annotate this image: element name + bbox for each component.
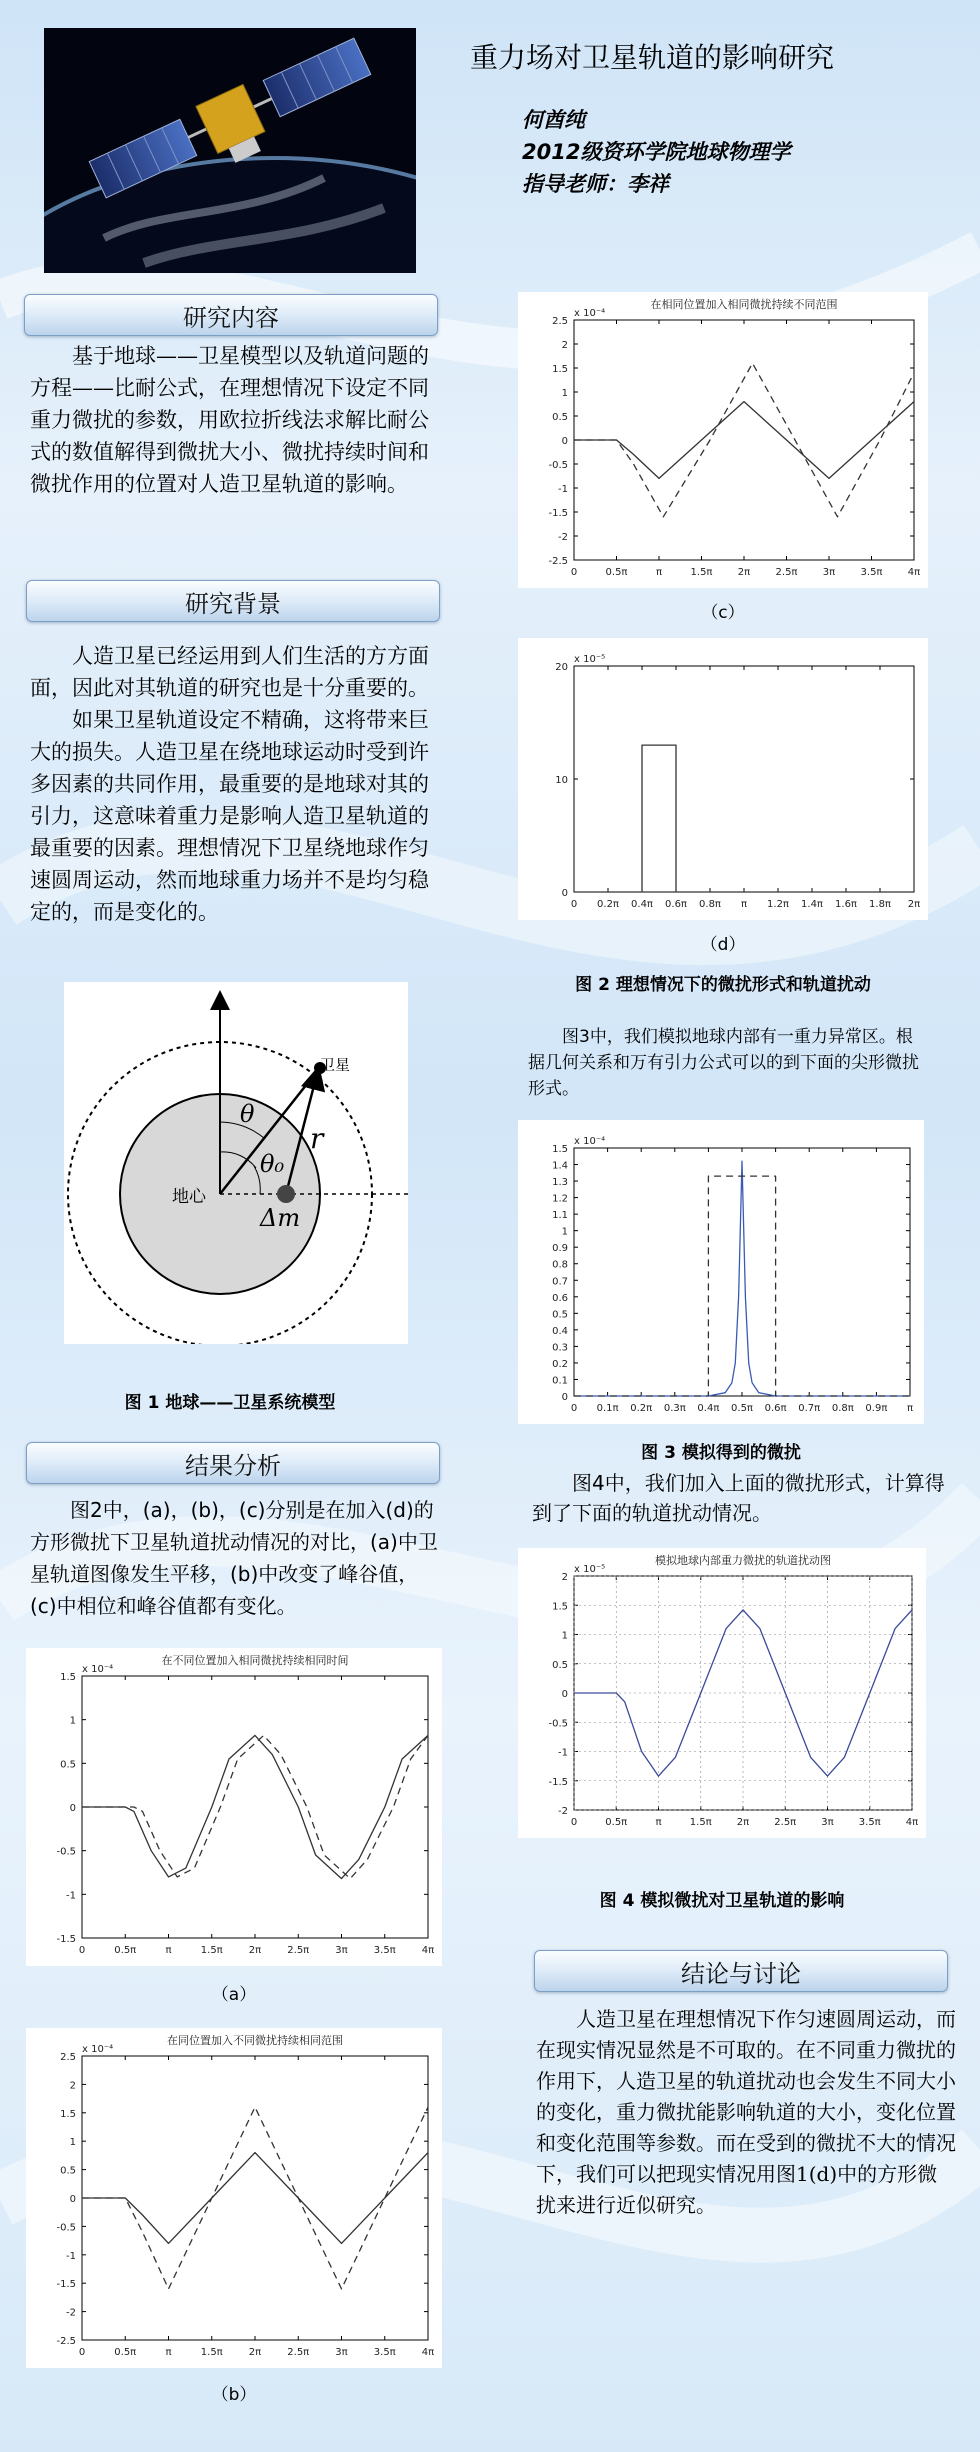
fig2-caption: 图 2 理想情况下的微扰形式和轨道扰动: [575, 975, 871, 995]
fig1-caption: 图 1 地球——卫星系统模型: [124, 1393, 336, 1413]
chart-scale-label: x 10⁻⁴: [82, 2044, 114, 2055]
y-tick-label: 0.5: [60, 2165, 76, 2177]
x-tick-label: 4π: [421, 1945, 435, 1956]
y-tick-label: 0: [69, 2194, 76, 2205]
x-tick-label: 3π: [335, 1945, 348, 1956]
heading-conclusion: 结论与讨论: [534, 1950, 948, 1992]
x-tick-label: 3.5π: [860, 567, 883, 578]
chart-title: 在相同位置加入相同微扰持续不同范围: [650, 298, 838, 311]
y-tick-label: 1: [561, 388, 568, 399]
x-tick-label: 0.9π: [865, 1403, 888, 1414]
x-tick-label: 0.7π: [798, 1403, 821, 1414]
fig4-intro-text: 图4中，我们加入上面的微扰形式，计算得到了下面的轨道扰动情况。: [532, 1471, 945, 1525]
y-tick-label: 0: [561, 888, 568, 899]
y-tick-label: 0.2: [552, 1358, 568, 1370]
y-tick-label: 1.1: [552, 1210, 568, 1222]
x-tick-label: 0.8π: [831, 1403, 854, 1414]
y-tick-label: 0.5: [552, 412, 568, 423]
y-tick-label: -2: [66, 2307, 76, 2319]
chart-fig3: [518, 1120, 924, 1424]
y-tick-label: -2: [558, 1806, 568, 1817]
x-tick-label: 0.2π: [597, 899, 619, 910]
results-text: [30, 1494, 438, 1622]
plot-frame: [574, 666, 914, 892]
y-tick-label: 0: [561, 1392, 568, 1403]
x-tick-label: π: [740, 899, 748, 910]
x-tick-label: 0: [78, 1945, 86, 1956]
chart-scale-label: x 10⁻⁵: [574, 1564, 606, 1575]
x-tick-label: 2π: [907, 899, 921, 910]
y-tick-label: -2: [558, 532, 568, 543]
x-tick-label: 0.4π: [631, 899, 653, 910]
x-tick-label: 1.5π: [689, 1817, 712, 1828]
y-tick-label: -0.5: [548, 1718, 568, 1730]
y-tick-label: -1.5: [548, 1776, 568, 1788]
fig3-intro: [528, 1024, 928, 1102]
chart-b-label: （b）: [211, 2385, 257, 2405]
chart-title: 在不同位置加入相同微扰持续相同时间: [161, 1654, 349, 1667]
x-tick-label: 4π: [907, 567, 921, 578]
x-tick-label: 2π: [736, 1817, 750, 1828]
y-tick-label: -1: [558, 484, 568, 495]
y-tick-label: 1: [69, 2137, 76, 2149]
x-tick-label: π: [165, 1945, 172, 1956]
heading-research-background: 研究背景: [26, 580, 440, 622]
y-tick-label: 0.5: [552, 1659, 568, 1671]
chart-b: [26, 2028, 442, 2368]
y-tick-label: 0.1: [552, 1375, 568, 1387]
y-tick-label: 2: [561, 1572, 568, 1583]
x-tick-label: 0.5π: [605, 567, 628, 578]
x-tick-label: 0: [570, 567, 578, 578]
x-tick-label: 0.8π: [699, 899, 721, 910]
fig3-intro-text: 图3中，我们模拟地球内部有一重力异常区。根据几何关系和万有引力公式可以的到下面的尖形微扰形式。: [528, 1027, 919, 1099]
chart-title: 在同位置加入不同微扰持续相同范围: [167, 2034, 343, 2047]
background-para-2: 如果卫星轨道设定不精确，这将带来巨大的损失。人造卫星在绕地球运动时受到许多因素的共同作用，最重要的是地球对其的引力，这意味着重力是影响人造卫星轨道的最重要的因素。理想情况下卫星绕地球作匀速圆周运动，然而地球重力场并不是均匀稳定的，而是变化的。: [30, 708, 429, 924]
x-tick-label: 1.5π: [200, 2347, 223, 2358]
x-tick-label: 0.5π: [605, 1817, 628, 1828]
chart-a-label: （a）: [211, 1985, 257, 2005]
y-tick-label: 0.7: [552, 1276, 568, 1288]
x-tick-label: 0: [570, 899, 578, 910]
x-tick-label: π: [906, 1403, 914, 1414]
x-tick-label: 0.5π: [114, 1945, 137, 1956]
chart-a: [26, 1648, 442, 1966]
x-tick-label: 0.6π: [665, 899, 687, 910]
fig1-label-theta: θ: [240, 1100, 255, 1128]
y-tick-label: -1.5: [548, 508, 568, 519]
fig4-caption: 图 4 模拟微扰对卫星轨道的影响: [599, 1891, 845, 1911]
y-tick-label: 1: [69, 1715, 76, 1727]
chart-c-label: （c）: [701, 603, 745, 623]
y-tick-label: 0.8: [552, 1259, 568, 1271]
x-tick-label: 4π: [421, 2347, 435, 2358]
x-tick-label: 3.5π: [858, 1817, 881, 1828]
conclusion-text: [536, 2004, 956, 2221]
y-tick-label: 0: [69, 1803, 76, 1814]
x-tick-label: 1.5π: [690, 567, 713, 578]
chart-scale-label: x 10⁻⁴: [82, 1664, 114, 1675]
advisor: 指导老师：李祥: [522, 172, 669, 196]
author-dept: 2012级资环学院地球物理学: [522, 140, 791, 164]
y-tick-label: -0.5: [56, 2222, 76, 2234]
y-tick-label: 0.6: [552, 1292, 568, 1304]
fig1-label-sat: 卫星: [320, 1056, 351, 1074]
y-tick-label: -2.5: [548, 556, 568, 567]
y-tick-label: 2: [561, 340, 568, 351]
y-tick-label: -1.5: [56, 2279, 76, 2291]
y-tick-label: -2.5: [56, 2336, 76, 2347]
y-tick-label: 20: [555, 662, 568, 673]
x-tick-label: 2.5π: [774, 1817, 797, 1828]
chart-fig4: [518, 1548, 926, 1838]
y-tick-label: -1: [66, 1890, 76, 1902]
y-tick-label: -0.5: [548, 460, 568, 471]
x-tick-label: 2.5π: [775, 567, 798, 578]
y-tick-label: 1.5: [60, 2108, 76, 2120]
y-tick-label: 1.4: [552, 1160, 568, 1172]
results-para: 图2中，(a)，(b)，(c)分别是在加入(d)的方形微扰下卫星轨道扰动情况的对比，(a)中卫星轨道图像发生平移，(b)中改变了峰谷值，(c)中相位和峰谷值都有变化。: [30, 1498, 438, 1618]
fig1-label-center: 地心: [172, 1187, 206, 1207]
x-tick-label: 4π: [905, 1817, 919, 1828]
background-para-1: 人造卫星已经运用到人们生活的方方面面，因此对其轨道的研究也是十分重要的。: [30, 644, 429, 700]
author-name: 何酋纯: [522, 108, 585, 132]
y-tick-label: 0: [561, 1689, 568, 1700]
fig1-label-theta0: θ₀: [260, 1150, 285, 1178]
chart-c: [518, 292, 928, 588]
fig1-label-r: r: [310, 1122, 324, 1155]
x-tick-label: 0: [570, 1403, 578, 1414]
x-tick-label: 0.3π: [663, 1403, 686, 1414]
x-tick-label: 2.5π: [287, 1945, 310, 1956]
fig3-caption: 图 3 模拟得到的微扰: [641, 1443, 801, 1463]
x-tick-label: 3π: [822, 567, 836, 578]
x-tick-label: 0.6π: [764, 1403, 787, 1414]
x-tick-label: 0.2π: [630, 1403, 653, 1414]
x-tick-label: π: [655, 567, 663, 578]
chart-scale-label: x 10⁻⁴: [574, 1136, 606, 1147]
y-tick-label: 0.4: [552, 1325, 568, 1337]
y-tick-label: 2.5: [552, 316, 568, 327]
chart-d-label: （d）: [700, 935, 746, 955]
poster-title: 重力场对卫星轨道的影响研究: [470, 41, 835, 74]
heading-research-content: 研究内容: [24, 294, 438, 336]
satellite-photo: [44, 28, 416, 273]
fig4-intro: [532, 1468, 946, 1528]
x-tick-label: 1.4π: [801, 899, 823, 910]
y-tick-label: 2.5: [60, 2052, 76, 2063]
x-tick-label: 0: [78, 2347, 86, 2358]
y-tick-label: 1.5: [552, 1601, 568, 1613]
fig1-label-dm: Δm: [260, 1204, 301, 1232]
y-tick-label: 1.5: [552, 1144, 568, 1155]
y-tick-label: 1: [561, 1630, 568, 1642]
plot-frame: [574, 320, 914, 560]
x-tick-label: 3.5π: [373, 1945, 396, 1956]
chart-title: 模拟地球内部重力微扰的轨道扰动图: [655, 1554, 831, 1567]
x-tick-label: 3.5π: [373, 2347, 396, 2358]
y-tick-label: 0: [561, 436, 568, 447]
x-tick-label: 2π: [248, 2347, 262, 2358]
x-tick-label: 1.6π: [835, 899, 857, 910]
y-tick-label: 0.3: [552, 1342, 568, 1354]
x-tick-label: 3π: [335, 2347, 348, 2358]
y-tick-label: 0.5: [552, 1309, 568, 1321]
chart-d: [518, 638, 928, 920]
y-tick-label: 1.3: [552, 1177, 568, 1189]
conclusion-para: 人造卫星在理想情况下作匀速圆周运动，而在现实情况显然是不可取的。在不同重力微扰的作用下，人造卫星的轨道扰动也会发生不同大小的变化，重力微扰能影响轨道的大小，变化位置和变化范围等参数。而在受到的微扰不大的情况下，我们可以把现实情况用图1(d)中的方形微扰来进行近似研究。: [536, 2007, 956, 2217]
x-tick-label: 1.8π: [869, 899, 891, 910]
y-tick-label: 1.5: [552, 364, 568, 375]
research-content-text: [30, 340, 436, 500]
x-tick-label: 2.5π: [287, 2347, 310, 2358]
x-tick-label: 1.5π: [200, 1945, 223, 1956]
x-tick-label: 0.1π: [596, 1403, 619, 1414]
heading-results: 结果分析: [26, 1442, 440, 1484]
y-tick-label: 0.9: [552, 1243, 568, 1255]
x-tick-label: π: [655, 1817, 662, 1828]
x-tick-label: 2π: [737, 567, 751, 578]
research-background-text: [30, 640, 436, 928]
fig1-diagram: [64, 982, 408, 1344]
x-tick-label: 0.5π: [114, 2347, 137, 2358]
y-tick-label: 10: [555, 775, 568, 786]
x-tick-label: 0.5π: [731, 1403, 753, 1414]
chart-scale-label: x 10⁻⁵: [574, 654, 606, 665]
y-tick-label: -1.5: [56, 1934, 76, 1945]
y-tick-label: -1: [66, 2250, 76, 2262]
x-tick-label: π: [165, 2347, 172, 2358]
x-tick-label: 0: [570, 1817, 578, 1828]
y-tick-label: 1: [561, 1226, 568, 1238]
y-tick-label: -1: [558, 1747, 568, 1759]
y-tick-label: 2: [69, 2080, 76, 2092]
research-content-para: 基于地球——卫星模型以及轨道问题的方程——比耐公式，在理想情况下设定不同重力微扰的参数，用欧拉折线法求解比耐公式的数值解得到微扰大小、微扰持续时间和微扰作用的位置对人造卫星轨道的影响。: [30, 344, 429, 496]
chart-scale-label: x 10⁻⁴: [574, 308, 606, 319]
y-tick-label: 1.5: [60, 1672, 76, 1683]
plot-frame: [82, 2056, 428, 2340]
y-tick-label: 0.5: [60, 1759, 76, 1771]
x-tick-label: 3π: [821, 1817, 834, 1828]
y-tick-label: 1.2: [552, 1193, 568, 1205]
x-tick-label: 2π: [248, 1945, 262, 1956]
y-tick-label: -0.5: [56, 1846, 76, 1858]
x-tick-label: 0.4π: [697, 1403, 720, 1414]
x-tick-label: 1.2π: [767, 899, 789, 910]
